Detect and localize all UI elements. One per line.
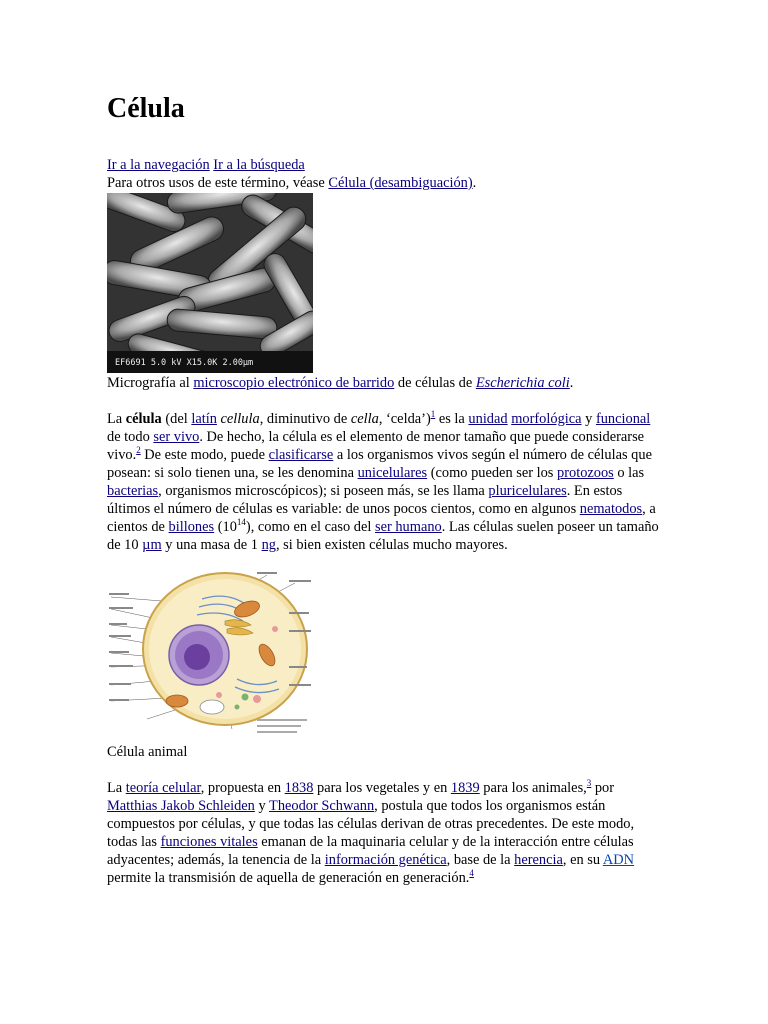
year-1839-link[interactable]: 1839 [450,780,480,796]
unicelulares-link[interactable]: unicelulares [357,465,428,481]
ref-2-link[interactable]: 2 [136,445,141,456]
animal-cell-diagram-image[interactable] [107,569,313,741]
nanogramo-link[interactable]: ng [261,537,276,553]
schwann-link[interactable]: Theodor Schwann [269,798,375,814]
funcional-link[interactable]: funcional [595,411,651,427]
ref-4-link[interactable]: 4 [469,868,474,879]
page-title: Célula [107,93,185,124]
figure-animal-cell-caption: Célula animal [107,744,188,760]
year-1838-link[interactable]: 1838 [284,780,314,796]
micrometro-link[interactable]: µm [142,537,162,553]
latin-link[interactable]: latín [191,411,217,427]
pluricelulares-link[interactable]: pluricelulares [488,483,567,499]
adn-link[interactable]: ADN [602,852,635,868]
clasificarse-link[interactable]: clasificarse [268,447,334,463]
herencia-link[interactable]: herencia [514,852,563,868]
nematodos-link[interactable]: nematodos [579,501,643,517]
figure-animal-cell [107,569,667,761]
informacion-genetica-link[interactable]: información genética [324,852,447,868]
figure-ecoli-caption: Micrografía al microscopio electrónico de barrido de células de Escherichia coli. [107,375,574,391]
figure-ecoli [107,193,667,392]
ser-vivo-link[interactable]: ser vivo [153,429,200,445]
sem-link[interactable]: microscopio electrónico de barrido [193,375,395,391]
theory-paragraph: La teoría celular, propuesta en 1838 para los vegetales y en 1839 para los animales,$^3$ por Matthias Jakob Schleiden y Theodor Schwann, postula que todos los organismos están compuestos por células, y que todas las células derivan de otras precedentes. De este modo, todas las funciones vitales emanan de la maquinaria celular y de la interacción entre células adyacentes; además, la tenencia de la información genética, base de la herencia, en su ADN permite la transmisión de aquella de generación en generación.$^4$ [107,778,635,886]
billones-link[interactable]: billones [168,519,215,535]
unidad-link[interactable]: unidad [468,411,508,427]
teoria-celular-link[interactable]: teoría celular [125,780,201,796]
ref-1-link[interactable]: 1 [430,409,436,420]
ser-humano-link[interactable]: ser humano [374,519,442,535]
funciones-vitales-link[interactable]: funciones vitales [160,834,258,850]
skip-links [107,156,667,174]
ref-3-link[interactable]: 3 [586,778,592,789]
goto-search-link[interactable]: Ir a la búsqueda [213,157,305,173]
intro-paragraph: La célula (del latín cellula, diminutivo de cella, ‘celda’)$^1$ es la unidad morfológica y funcional de todo ser vivo. De hecho, la célula es el elemento de menor tamaño que puede considerarse vivo.$^2$ De este modo, puede clasificarse a los organismos vivos según el número de células que posean: si solo tienen una, se les denomina unicelulares (como pueden ser los protozoos o las bacterias, organismos microscópicos); si poseen más, se les llama pluricelulares. En estos últimos el número de células es variable: de unos pocos cientos, como en algunos nematodos, a cientos de billones $(10^{14})$, como en el caso del ser humano. Las células suelen poseer un tamaño de 10 µm y una masa de 1 ng, si bien existen células mucho mayores. [107,409,659,553]
schleiden-link[interactable]: Matthias Jakob Schleiden [107,798,255,814]
goto-navigation-link[interactable]: Ir a la navegación [107,157,210,173]
hatnote: Para otros usos de este término, véase Célula (desambiguación). [107,175,477,191]
disambiguation-link[interactable]: Célula (desambiguación) [328,175,473,191]
bacterias-link[interactable]: bacterias [107,483,159,499]
ecoli-micrograph-image[interactable] [107,193,313,373]
micrograph-scale-label: EF6691 5.0 kV X15.0K 2.00μm [115,358,254,368]
ecoli-link[interactable]: Escherichia coli [475,375,570,391]
protozoos-link[interactable]: protozoos [557,465,614,481]
morfologica-link[interactable]: morfológica [511,411,582,427]
article [107,92,667,887]
